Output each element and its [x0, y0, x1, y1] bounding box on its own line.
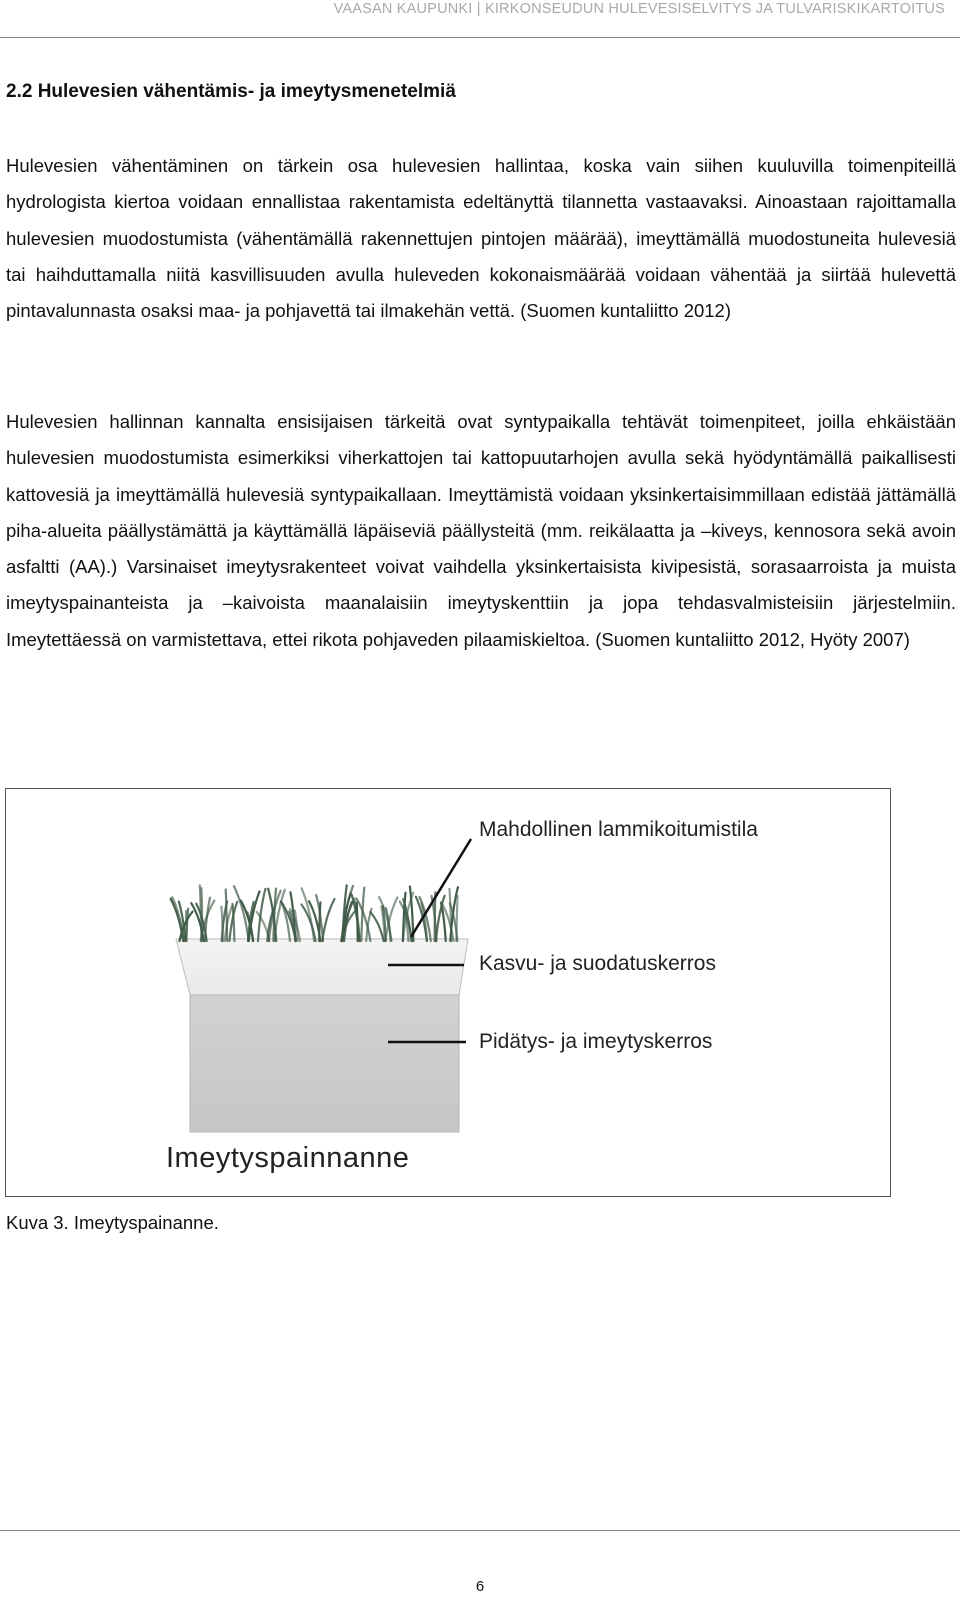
label-ponding: Mahdollinen lammikoitumistila: [479, 818, 758, 841]
retention-layer: [190, 995, 459, 1132]
grass-blade: [370, 912, 383, 941]
infiltration-swale-diagram: [6, 789, 890, 1196]
footer-divider: [0, 1530, 960, 1531]
figure-title: Imeytyspainnanne: [166, 1142, 410, 1174]
growth-layer: [176, 939, 468, 995]
grass-blade: [322, 899, 334, 941]
grass-blade: [202, 888, 203, 941]
grass-blade: [450, 889, 452, 941]
grass-blade: [186, 909, 188, 941]
infiltration-swale-figure: [5, 788, 891, 1197]
section-title: 2.2 Hulevesien vähentämis- ja imeytysmenetelmiä: [6, 81, 456, 102]
figure-caption: Kuva 3. Imeytyspainanne.: [6, 1212, 219, 1233]
leader-line-ponding: [411, 839, 471, 937]
body-paragraph-2: Hulevesien hallinnan kannalta ensisijaisen tärkeitä ovat syntypaikalla tehtävät toimenpiteet, joilla ehkäistään hulevesien muodostumista esimerkiksi viherkattojen tai kattopuutarhojen avulla sekä hyödyntämällä paikallisesti kattovesiä ja imeyttämällä hulevesiä syntypaikallaan. Imeyttämistä voidaan yksinkertaisimmillaan edistää jättämällä piha-alueita päällystämättä ja käyttämällä läpäiseviä päällysteitä (mm. reikälaatta ja –kiveys, kennosora sekä avoin asfaltti (AA).) Varsinaiset imeytysrakenteet voivat vaihdella yksinkertaisista kivipesistä, sorasaarroista ja muista imeytyspainanteista ja –kaivoista maanalaisiin imeytyskenttiin ja jopa tehdasvalmisteisiin järjestelmiin. Imeytettäessä on varmistettava, ettei rikota pohjaveden pilaamiskieltoa. (Suomen kuntaliitto 2012, Hyöty 2007): [6, 411, 956, 650]
label-growth-layer: Kasvu- ja suodatuskerros: [479, 952, 716, 975]
body-paragraph-1: Hulevesien vähentäminen on tärkein osa hulevesien hallintaa, koska vain siihen kuuluvilla toimenpiteillä hydrologista kiertoa voidaan ennallistaa rakentamista edeltänyttä tilannetta vastaavaksi. Ainoastaan rajoittamalla hulevesien muodostumista (vähentämällä rakennettujen pintojen määrää), imeyttämällä muodostuneita hulevesiä tai haihduttamalla niitä kasvillisuuden avulla huleveden kokonaismäärää voidaan vähentää ja siirtää hulevettä pintavalunnasta osaksi maa- ja pohjavettä tai ilmakehän vettä. (Suomen kuntaliitto 2012): [6, 155, 956, 322]
grass-blade: [456, 896, 457, 941]
label-retention-layer: Pidätys- ja imeytyskerros: [479, 1030, 713, 1053]
page-number: 6: [475, 1578, 485, 1595]
running-header: VAASAN KAUPUNKI | KIRKONSEUDUN HULEVESISELVITYS JA TULVARISKIKARTOITUS: [333, 1, 945, 17]
header-divider: [0, 37, 960, 38]
